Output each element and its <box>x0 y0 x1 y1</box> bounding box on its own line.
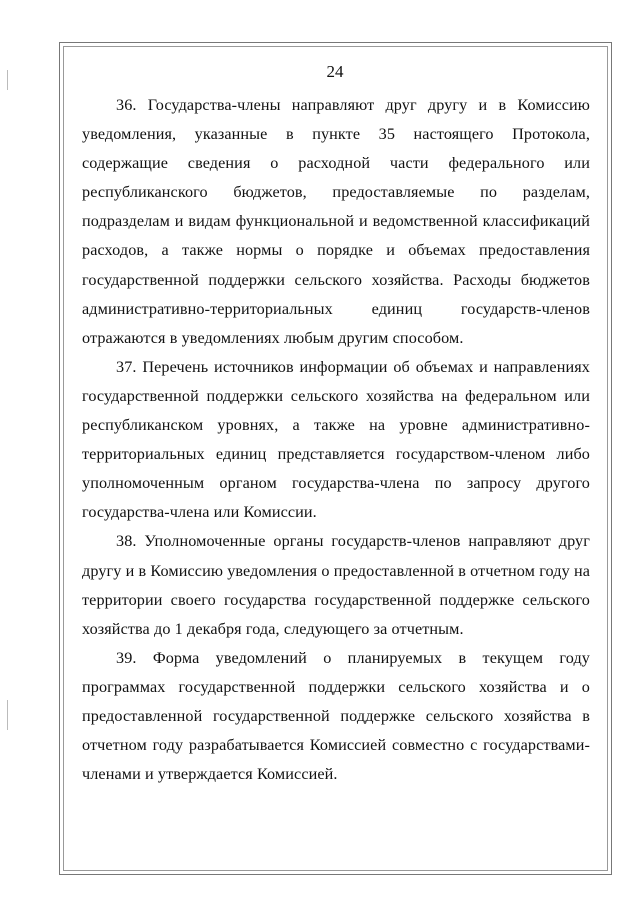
paragraph-38: 38. Уполномоченные органы государств-членов направляют друг другу и в Комиссию уведомления о предоставленной в отчетном году на территории своего государства государственной поддержке сельского хозяйства до 1 декабря года, следующего за отчетным. <box>82 532 590 638</box>
paragraph-39: 39. Форма уведомлений о планируемых в текущем году программах государственной поддержки сельского хозяйства и о предоставленной государственной поддержке сельского хозяйства в отчетном году разрабатывается Комиссией совместно с государствами-членами и утверждается Комиссией. <box>82 648 590 784</box>
page-number: 24 <box>326 62 344 81</box>
paragraph-37: 37. Перечень источников информации об объемах и направлениях государственной поддержки сельского хозяйства на федеральном или республиканском уровнях, а также на уровне административно-территориальных единиц представляется государством-членом либо уполномоченным органом государства-члена по запросу другого государства-члена или Комиссии. <box>82 357 590 522</box>
scan-artifact <box>7 700 8 730</box>
paragraph-36: 36. Государства-члены направляют друг другу и в Комиссию уведомления, указанные в пункте 35 настоящего Протокола, содержащие сведения о расходной части федерального или республиканского бюджетов, предоставляемые по разделам, подразделам и видам функциональной и ведомственной классификаций расходов, а также нормы о порядке и объемах предоставления государственной поддержки сельского хозяйства. Расходы бюджетов административно-территориальных единиц государств-членов отражаются в уведомлениях любым другим способом. <box>82 96 590 347</box>
document-body <box>82 91 590 789</box>
